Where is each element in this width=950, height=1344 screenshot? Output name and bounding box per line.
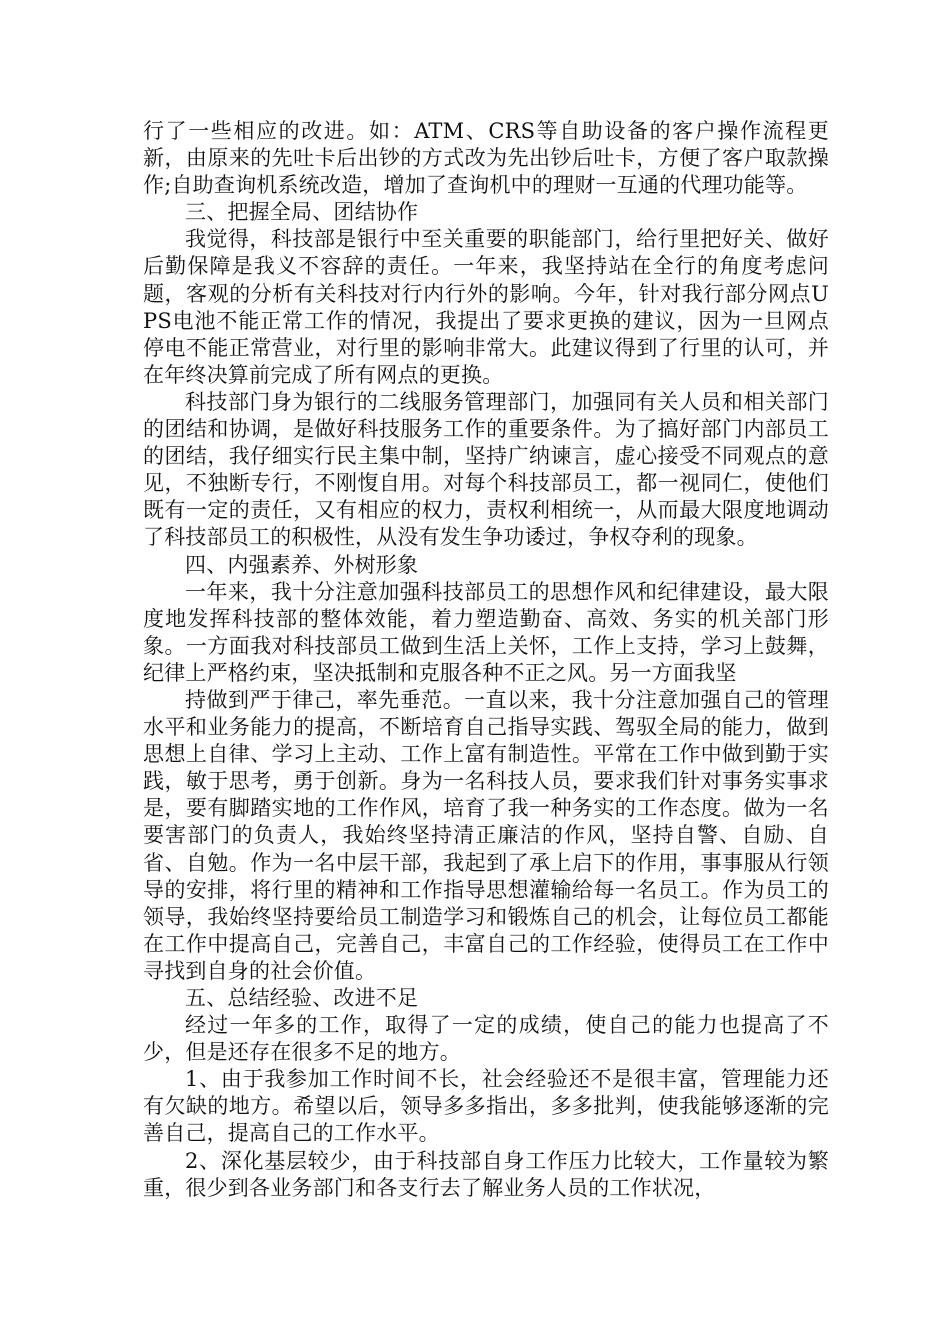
- paragraph-3-1: 我觉得，科技部是银行中至关重要的职能部门，给行里把好关、做好后勤保障是我义不容辞的责任。一年来，我坚持站在全行的角度考虑问题，客观的分析有关科技对行内行外的影响。今年，针对我行部分网点UPS电池不能正常工作的情况，我提出了要求更换的建议，因为一旦网点停电不能正常营业，对行里的影响非常大。此建议得到了行里的认可，并在年终决算前完成了所有网点的更换。: [143, 227, 829, 387]
- paragraph-5-item-1: 1、由于我参加工作时间不长，社会经验还不是很丰富，管理能力还有欠缺的地方。希望以后，领导多多指出，多多批判，使我能够逐渐的完善自己，提高自己的工作水平。: [143, 1067, 829, 1146]
- section-heading-5: 五、总结经验、改进不足: [185, 986, 419, 1010]
- document-page: [143, 118, 829, 1202]
- paragraph-4-1: 一年来，我十分注意加强科技部员工的思想作风和纪律建设，最大限度地发挥科技部的整体效能，着力塑造勤奋、高效、务实的机关部门形象。一方面我对科技部员工做到生活上关怀，工作上支持，学习上鼓舞，纪律上严格约束，坚决抵制和克服各种不正之风。另一方面我坚: [143, 579, 829, 685]
- paragraph-5-item-2: 2、深化基层较少，由于科技部自身工作压力比较大，工作量较为繁重，很少到各业务部门和各支行去了解业务人员的工作状况，: [143, 1148, 829, 1200]
- paragraph-3-2: 科技部门身为银行的二线服务管理部门，加强同有关人员和相关部门的团结和协调，是做好科技服务工作的重要条件。为了搞好部门内部员工的团结，我仔细实行民主集中制，坚持广纳谏言，虚心接受不同观点的意见，不独断专行，不刚愎自用。对每个科技部员工，都一视同仁，使他们既有一定的责任，又有相应的权力，责权利相统一，从而最大限度地调动了科技部员工的积极性，从没有发生争功诿过，争权夺利的现象。: [143, 389, 829, 550]
- section-heading-3: 三、把握全局、团结协作: [185, 200, 419, 225]
- paragraph-4-2: 持做到严于律己，率先垂范。一直以来，我十分注意加强自己的管理水平和业务能力的提高，不断培育自己指导实践、驾驭全局的能力，做到思想上自律、学习上主动、工作上富有制造性。平常在工作中做到勤于实践，敏于思考，勇于创新。身为一名科技人员，要求我们针对事务实事求是，要有脚踏实地的工作作风，培育了我一种务实的工作态度。做为一名要害部门的负责人，我始终坚持清正廉洁的作风，坚持自警、自励、自省、自勉。作为一名中层干部，我起到了承上启下的作用，事事服从行领导的安排，将行里的精神和工作指导思想灌输给每一名员工。作为员工的领导，我始终坚持要给员工制造学习和锻炼自己的机会，让每位员工都能在工作中提高自己，完善自己，丰富自己的工作经验，使得员工在工作中寻找到自身的社会价值。: [143, 687, 829, 983]
- section-heading-4: 四、内强素养、外树形象: [185, 552, 419, 577]
- paragraph-intro-continued: 行了一些相应的改进。如：ATM、CRS等自助设备的客户操作流程更新，由原来的先吐卡后出钞的方式改为先出钞后吐卡，方便了客户取款操作;自助查询机系统改造，增加了查询机中的理财一互通的代理功能等。: [143, 119, 829, 198]
- paragraph-5-1: 经过一年多的工作，取得了一定的成绩，使自己的能力也提高了不少，但是还存在很多不足的地方。: [143, 1013, 829, 1065]
